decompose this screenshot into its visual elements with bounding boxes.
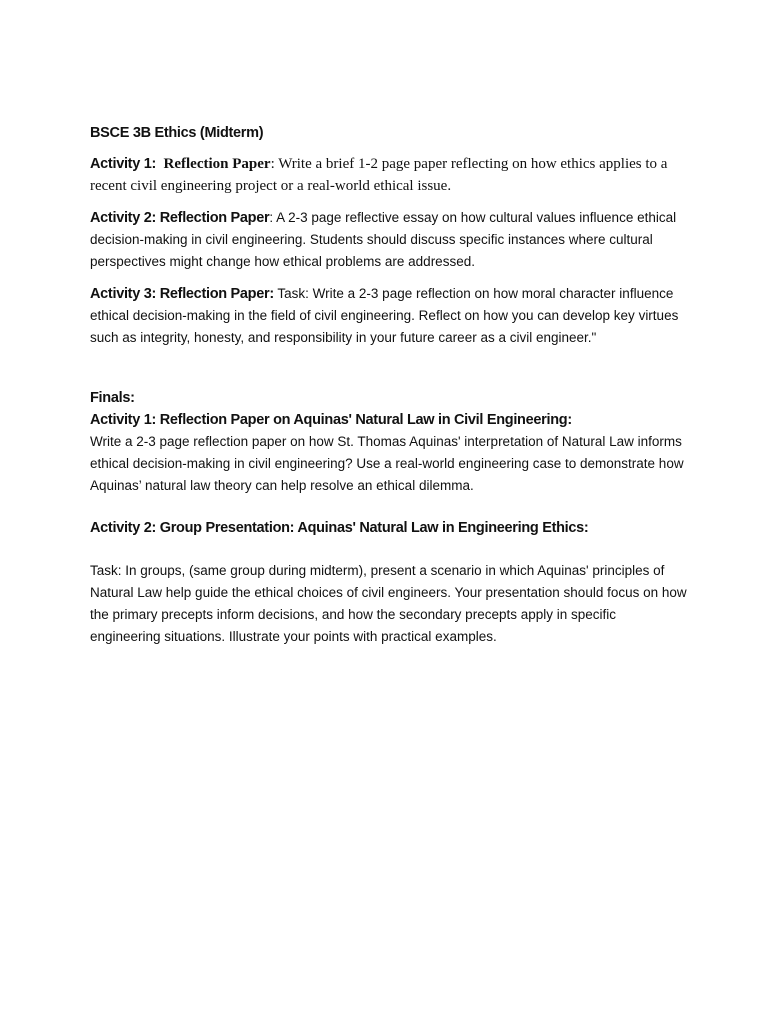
- midterm-activity-1-label: Reflection Paper: [163, 156, 271, 172]
- finals-activity-2-title: Activity 2: Group Presentation: Aquinas' Natural Law in Engineering Ethics:: [90, 520, 589, 536]
- finals-activity-2-text: Task: In groups, (same group during midterm), present a scenario in which Aquinas' principles of Natural Law help guide the ethical choices of civil engineers. Your presentation should focus on how the primary precepts inform decisions, and how the secondary precepts apply in specific engineering situations. Illustrate your points with practical examples.: [90, 563, 687, 644]
- finals-activity-1-text: Write a 2-3 page reflection paper on how St. Thomas Aquinas' interpretation of Natural Law informs ethical decision-making in civil engineering? Use a real-world engineering case to demonstrate how Aquinas’ natural law theory can help resolve an ethical dilemma.: [90, 434, 684, 493]
- midterm-activity-1-text: : Write a brief 1-2 page paper reflecting on how ethics applies to a recent civil engineering project or a real-world ethical issue.: [90, 156, 668, 194]
- midterm-activity-2: [90, 207, 690, 273]
- midterm-activity-2-text: : A 2-3 page reflective essay on how cultural values influence ethical decision-making in civil engineering. Students should discuss specific instances where cultural perspectives might change how ethical problems are addressed.: [90, 210, 677, 269]
- midterm-title: BSCE 3B Ethics (Midterm): [90, 125, 264, 141]
- midterm-activity-1: [90, 153, 690, 197]
- document-page: [90, 122, 690, 648]
- midterm-activity-3: [90, 283, 690, 349]
- finals-title: Finals:: [90, 390, 135, 406]
- midterm-activity-3-text: Task: Write a 2-3 page reflection on how moral character influence ethical decision-making in the field of civil engineering. Reflect on how you can develop key virtues such as integrity, honesty, and responsibility in your future career as a civil engineer.": [90, 286, 679, 345]
- midterm-activity-3-label: Activity 3: Reflection Paper:: [90, 286, 274, 302]
- midterm-activity-1-label-prefix: Activity 1:: [90, 156, 156, 172]
- finals-activity-1-title: Activity 1: Reflection Paper on Aquinas' Natural Law in Civil Engineering:: [90, 412, 572, 428]
- midterm-activity-2-label: Activity 2: Reflection Paper: [90, 210, 270, 226]
